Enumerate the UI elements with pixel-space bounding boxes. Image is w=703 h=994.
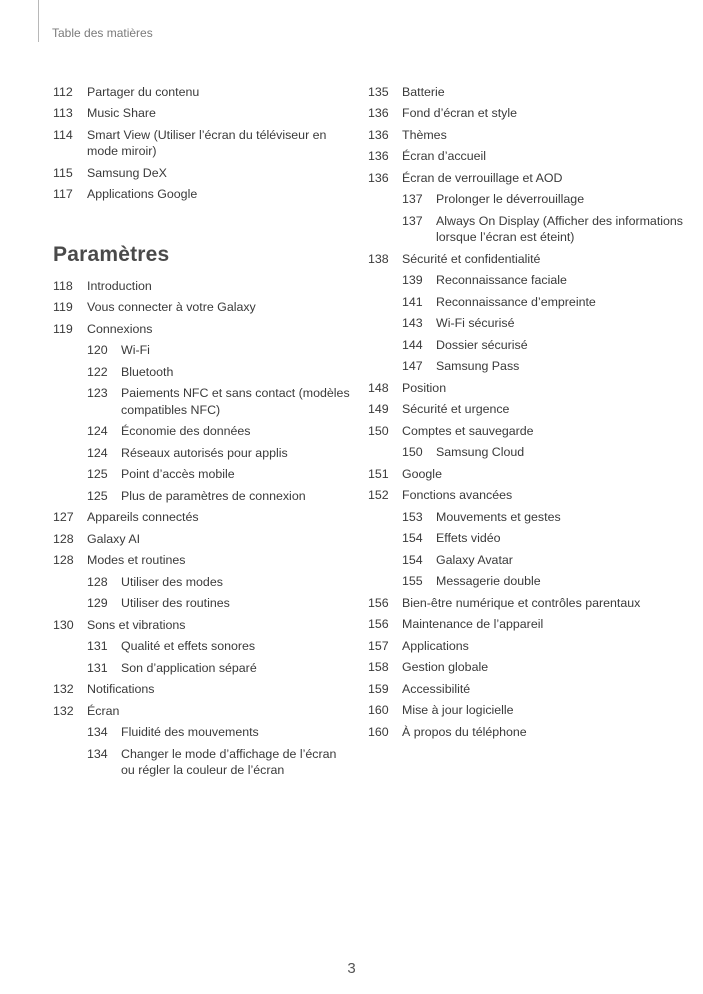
toc-subentry[interactable] — [53, 421, 353, 443]
toc-page-number: 136 — [368, 170, 389, 185]
toc-entry[interactable] — [368, 146, 693, 168]
toc-entry-title: Comptes et sauvegarde — [402, 423, 534, 438]
toc-entry[interactable] — [368, 721, 693, 743]
toc-entry-title: Galaxy Avatar — [436, 552, 513, 567]
toc-subentry[interactable] — [368, 210, 693, 248]
toc-entry[interactable] — [368, 463, 693, 485]
toc-entry-title: Applications — [402, 638, 469, 653]
toc-entry[interactable] — [368, 635, 693, 657]
toc-page-number: 134 — [87, 725, 108, 739]
toc-entry-title: Google — [402, 466, 442, 481]
toc-entry-title: Connexions — [87, 321, 153, 336]
toc-page-number: 158 — [368, 660, 389, 674]
toc-page-number: 125 — [87, 488, 108, 503]
toc-entry-title: Vous connecter à votre Galaxy — [87, 300, 256, 314]
toc-entry[interactable] — [53, 550, 353, 572]
toc-entry-title: Galaxy AI — [87, 531, 141, 546]
toc-page-number: 148 — [368, 380, 389, 395]
toc-page-number: 125 — [87, 467, 108, 481]
toc-entry-title: Always On Display (Afficher des informations lorsque l’écran est éteint) — [436, 213, 683, 244]
toc-entry-title: Wi-Fi — [121, 343, 150, 357]
toc-list-settings — [53, 275, 353, 781]
toc-subentry[interactable] — [368, 356, 693, 378]
toc-page-number: 159 — [368, 681, 389, 696]
toc-entry-title: Wi-Fi sécurisé — [436, 316, 515, 330]
toc-subentry[interactable] — [368, 334, 693, 356]
toc-entry[interactable] — [53, 162, 353, 184]
toc-page-number: 115 — [53, 165, 73, 180]
toc-page-number: 154 — [402, 531, 423, 545]
toc-subentry[interactable] — [53, 485, 353, 507]
toc-entry[interactable] — [368, 678, 693, 700]
toc-page-number: 119 — [53, 300, 73, 314]
toc-entry-title: Thèmes — [402, 127, 447, 142]
toc-entry-title: Dossier sécurisé — [436, 337, 528, 352]
toc-entry-title: Écran de verrouillage et AOD — [402, 170, 563, 185]
toc-entry-title: Fluidité des mouvements — [121, 725, 259, 739]
toc-entry-title: Samsung DeX — [87, 165, 167, 180]
toc-entry-title: Applications Google — [87, 187, 198, 201]
toc-entry-title: Son d’application séparé — [121, 660, 257, 675]
toc-page-number: 131 — [87, 660, 108, 675]
toc-entry[interactable] — [368, 700, 693, 722]
toc-entry-title: Sons et vibrations — [87, 617, 186, 632]
toc-page-number: 156 — [368, 595, 389, 610]
toc-page-number: 112 — [53, 84, 73, 99]
toc-entry-title: Mise à jour logicielle — [402, 703, 514, 717]
toc-page-number: 132 — [53, 682, 74, 696]
toc-page-number: 157 — [368, 638, 389, 653]
toc-page-number: 118 — [53, 278, 73, 293]
toc-entry-title: Modes et routines — [87, 553, 186, 567]
toc-subentry[interactable] — [368, 442, 693, 464]
toc-left-column — [53, 81, 353, 781]
toc-list-right — [368, 81, 693, 743]
toc-page-number: 150 — [368, 423, 389, 438]
toc-entry[interactable] — [368, 399, 693, 421]
toc-entry[interactable] — [368, 485, 693, 507]
toc-entry-title: Effets vidéo — [436, 531, 501, 545]
toc-entry-title: Smart View (Utiliser l’écran du téléviseur en mode miroir) — [87, 127, 327, 158]
toc-subentry[interactable] — [368, 506, 693, 528]
toc-page-number: 151 — [368, 466, 389, 481]
toc-subentry[interactable] — [53, 722, 353, 744]
toc-entry[interactable] — [368, 592, 693, 614]
toc-entry-title: Sécurité et urgence — [402, 402, 510, 416]
toc-entry[interactable] — [53, 297, 353, 319]
toc-page-number: 117 — [53, 187, 73, 201]
toc-page-number: 139 — [402, 273, 423, 287]
toc-subentry[interactable] — [53, 442, 353, 464]
toc-entry[interactable] — [368, 614, 693, 636]
toc-list-top — [53, 81, 353, 205]
toc-page-number: 119 — [53, 321, 73, 336]
toc-right-column — [368, 81, 693, 743]
toc-page-number: 141 — [402, 294, 423, 309]
header-divider — [38, 0, 39, 42]
toc-subentry[interactable] — [53, 361, 353, 383]
toc-subentry[interactable] — [368, 528, 693, 550]
toc-entry-title: Écran d’accueil — [402, 149, 487, 163]
toc-entry-title: Utiliser des modes — [121, 574, 223, 589]
toc-subentry[interactable] — [368, 291, 693, 313]
toc-entry-title: Position — [402, 380, 447, 395]
toc-entry[interactable] — [53, 81, 353, 103]
toc-entry-title: Batterie — [402, 84, 445, 99]
toc-entry-title: Introduction — [87, 278, 152, 293]
toc-entry-title: Reconnaissance faciale — [436, 273, 567, 287]
toc-entry-title: Appareils connectés — [87, 510, 199, 524]
toc-subentry[interactable] — [368, 270, 693, 292]
toc-page-number: 132 — [53, 703, 74, 718]
toc-page-number: 136 — [368, 106, 389, 120]
toc-entry[interactable] — [368, 657, 693, 679]
toc-page-number: 130 — [53, 617, 74, 632]
page-number: 3 — [347, 960, 356, 977]
toc-entry-title: Changer le mode d’affichage de l’écran ou régler la couleur de l’écran — [121, 746, 337, 777]
toc-subentry[interactable] — [368, 313, 693, 335]
toc-page-number: 127 — [53, 510, 74, 524]
toc-entry[interactable] — [53, 700, 353, 722]
toc-page-number: 156 — [368, 617, 389, 631]
toc-entry-title: Économie des données — [121, 424, 251, 438]
toc-entry-title: Prolonger le déverrouillage — [436, 192, 585, 206]
toc-subentry[interactable] — [53, 464, 353, 486]
toc-page-number: 129 — [87, 596, 108, 610]
toc-entry-title: Fonctions avancées — [402, 488, 513, 502]
toc-entry-title: À propos du téléphone — [402, 724, 527, 739]
toc-page-number: 124 — [87, 445, 108, 460]
toc-entry-title: Gestion globale — [402, 660, 489, 674]
toc-subentry[interactable] — [368, 549, 693, 571]
toc-entry[interactable] — [53, 507, 353, 529]
toc-entry[interactable] — [368, 420, 693, 442]
header-title: Table des matières — [52, 26, 153, 40]
toc-entry-title: Fond d’écran et style — [402, 106, 518, 120]
toc-entry[interactable] — [53, 275, 353, 297]
toc-subentry[interactable] — [368, 189, 693, 211]
toc-page-number: 123 — [87, 386, 108, 400]
toc-entry-title: Reconnaissance d’empreinte — [436, 294, 596, 309]
toc-entry[interactable] — [368, 103, 693, 125]
toc-entry[interactable] — [53, 614, 353, 636]
toc-page-number: 120 — [87, 343, 108, 357]
toc-page-number: 160 — [368, 703, 389, 717]
toc-entry[interactable] — [53, 318, 353, 340]
toc-page-number: 114 — [53, 127, 73, 142]
toc-entry[interactable] — [53, 103, 353, 125]
toc-entry[interactable] — [368, 248, 693, 270]
toc-subentry[interactable] — [53, 636, 353, 658]
toc-page-number: 137 — [402, 213, 423, 228]
toc-entry-title: Bien-être numérique et contrôles parentaux — [402, 595, 641, 610]
toc-page-number: 128 — [87, 574, 108, 589]
toc-page-number: 136 — [368, 127, 389, 142]
toc-entry-title: Paiements NFC et sans contact (modèles compatibles NFC) — [121, 386, 350, 417]
toc-entry-title: Utiliser des routines — [121, 596, 230, 610]
toc-page-number: 153 — [402, 509, 423, 524]
toc-subentry[interactable] — [53, 383, 353, 421]
toc-page-number: 137 — [402, 192, 423, 206]
toc-page-number: 124 — [87, 424, 108, 438]
toc-page-number: 149 — [368, 402, 389, 416]
toc-entry[interactable] — [368, 377, 693, 399]
toc-entry[interactable] — [53, 679, 353, 701]
toc-page-number: 160 — [368, 724, 389, 739]
toc-page-number: 136 — [368, 149, 389, 163]
toc-page-number: 122 — [87, 364, 108, 379]
toc-entry[interactable] — [53, 124, 353, 162]
toc-entry-title: Notifications — [87, 682, 155, 696]
toc-entry-title: Music Share — [87, 106, 156, 120]
toc-entry[interactable] — [368, 167, 693, 189]
toc-entry-title: Bluetooth — [121, 364, 174, 379]
toc-page-number: 147 — [402, 359, 423, 373]
toc-entry[interactable] — [368, 81, 693, 103]
toc-subentry[interactable] — [368, 571, 693, 593]
toc-page-number: 152 — [368, 488, 389, 502]
toc-subentry[interactable] — [53, 571, 353, 593]
toc-entry-title: Accessibilité — [402, 681, 471, 696]
toc-subentry[interactable] — [53, 593, 353, 615]
toc-entry[interactable] — [368, 124, 693, 146]
toc-entry-title: Sécurité et confidentialité — [402, 251, 541, 266]
toc-subentry[interactable] — [53, 340, 353, 362]
toc-page-number: 154 — [402, 552, 423, 567]
toc-entry-title: Écran — [87, 703, 120, 718]
toc-entry-title: Point d’accès mobile — [121, 467, 235, 481]
toc-page-number: 143 — [402, 316, 423, 330]
toc-entry-title: Réseaux autorisés pour applis — [121, 445, 288, 460]
toc-page-number: 134 — [87, 746, 108, 761]
toc-entry-title: Messagerie double — [436, 574, 541, 588]
toc-entry-title: Samsung Pass — [436, 359, 520, 373]
toc-page-number: 135 — [368, 84, 389, 99]
toc-page-number: 138 — [368, 251, 389, 266]
toc-entry[interactable] — [53, 184, 353, 206]
toc-entry-title: Maintenance de l’appareil — [402, 617, 544, 631]
toc-entry-title: Plus de paramètres de connexion — [121, 488, 306, 503]
toc-page-number: 155 — [402, 574, 423, 588]
toc-page-number: 144 — [402, 337, 423, 352]
toc-page-number: 113 — [53, 106, 73, 120]
toc-entry-title: Qualité et effets sonores — [121, 639, 256, 653]
toc-page-number: 131 — [87, 639, 108, 653]
toc-page-number: 150 — [402, 445, 423, 459]
toc-entry-title: Samsung Cloud — [436, 445, 525, 459]
toc-subentry[interactable] — [53, 657, 353, 679]
toc-entry-title: Mouvements et gestes — [436, 509, 561, 524]
section-title: Paramètres — [53, 243, 170, 266]
toc-entry-title: Partager du contenu — [87, 84, 200, 99]
toc-page-number: 128 — [53, 553, 74, 567]
toc-subentry[interactable] — [53, 743, 353, 781]
toc-entry[interactable] — [53, 528, 353, 550]
toc-page-number: 128 — [53, 531, 74, 546]
